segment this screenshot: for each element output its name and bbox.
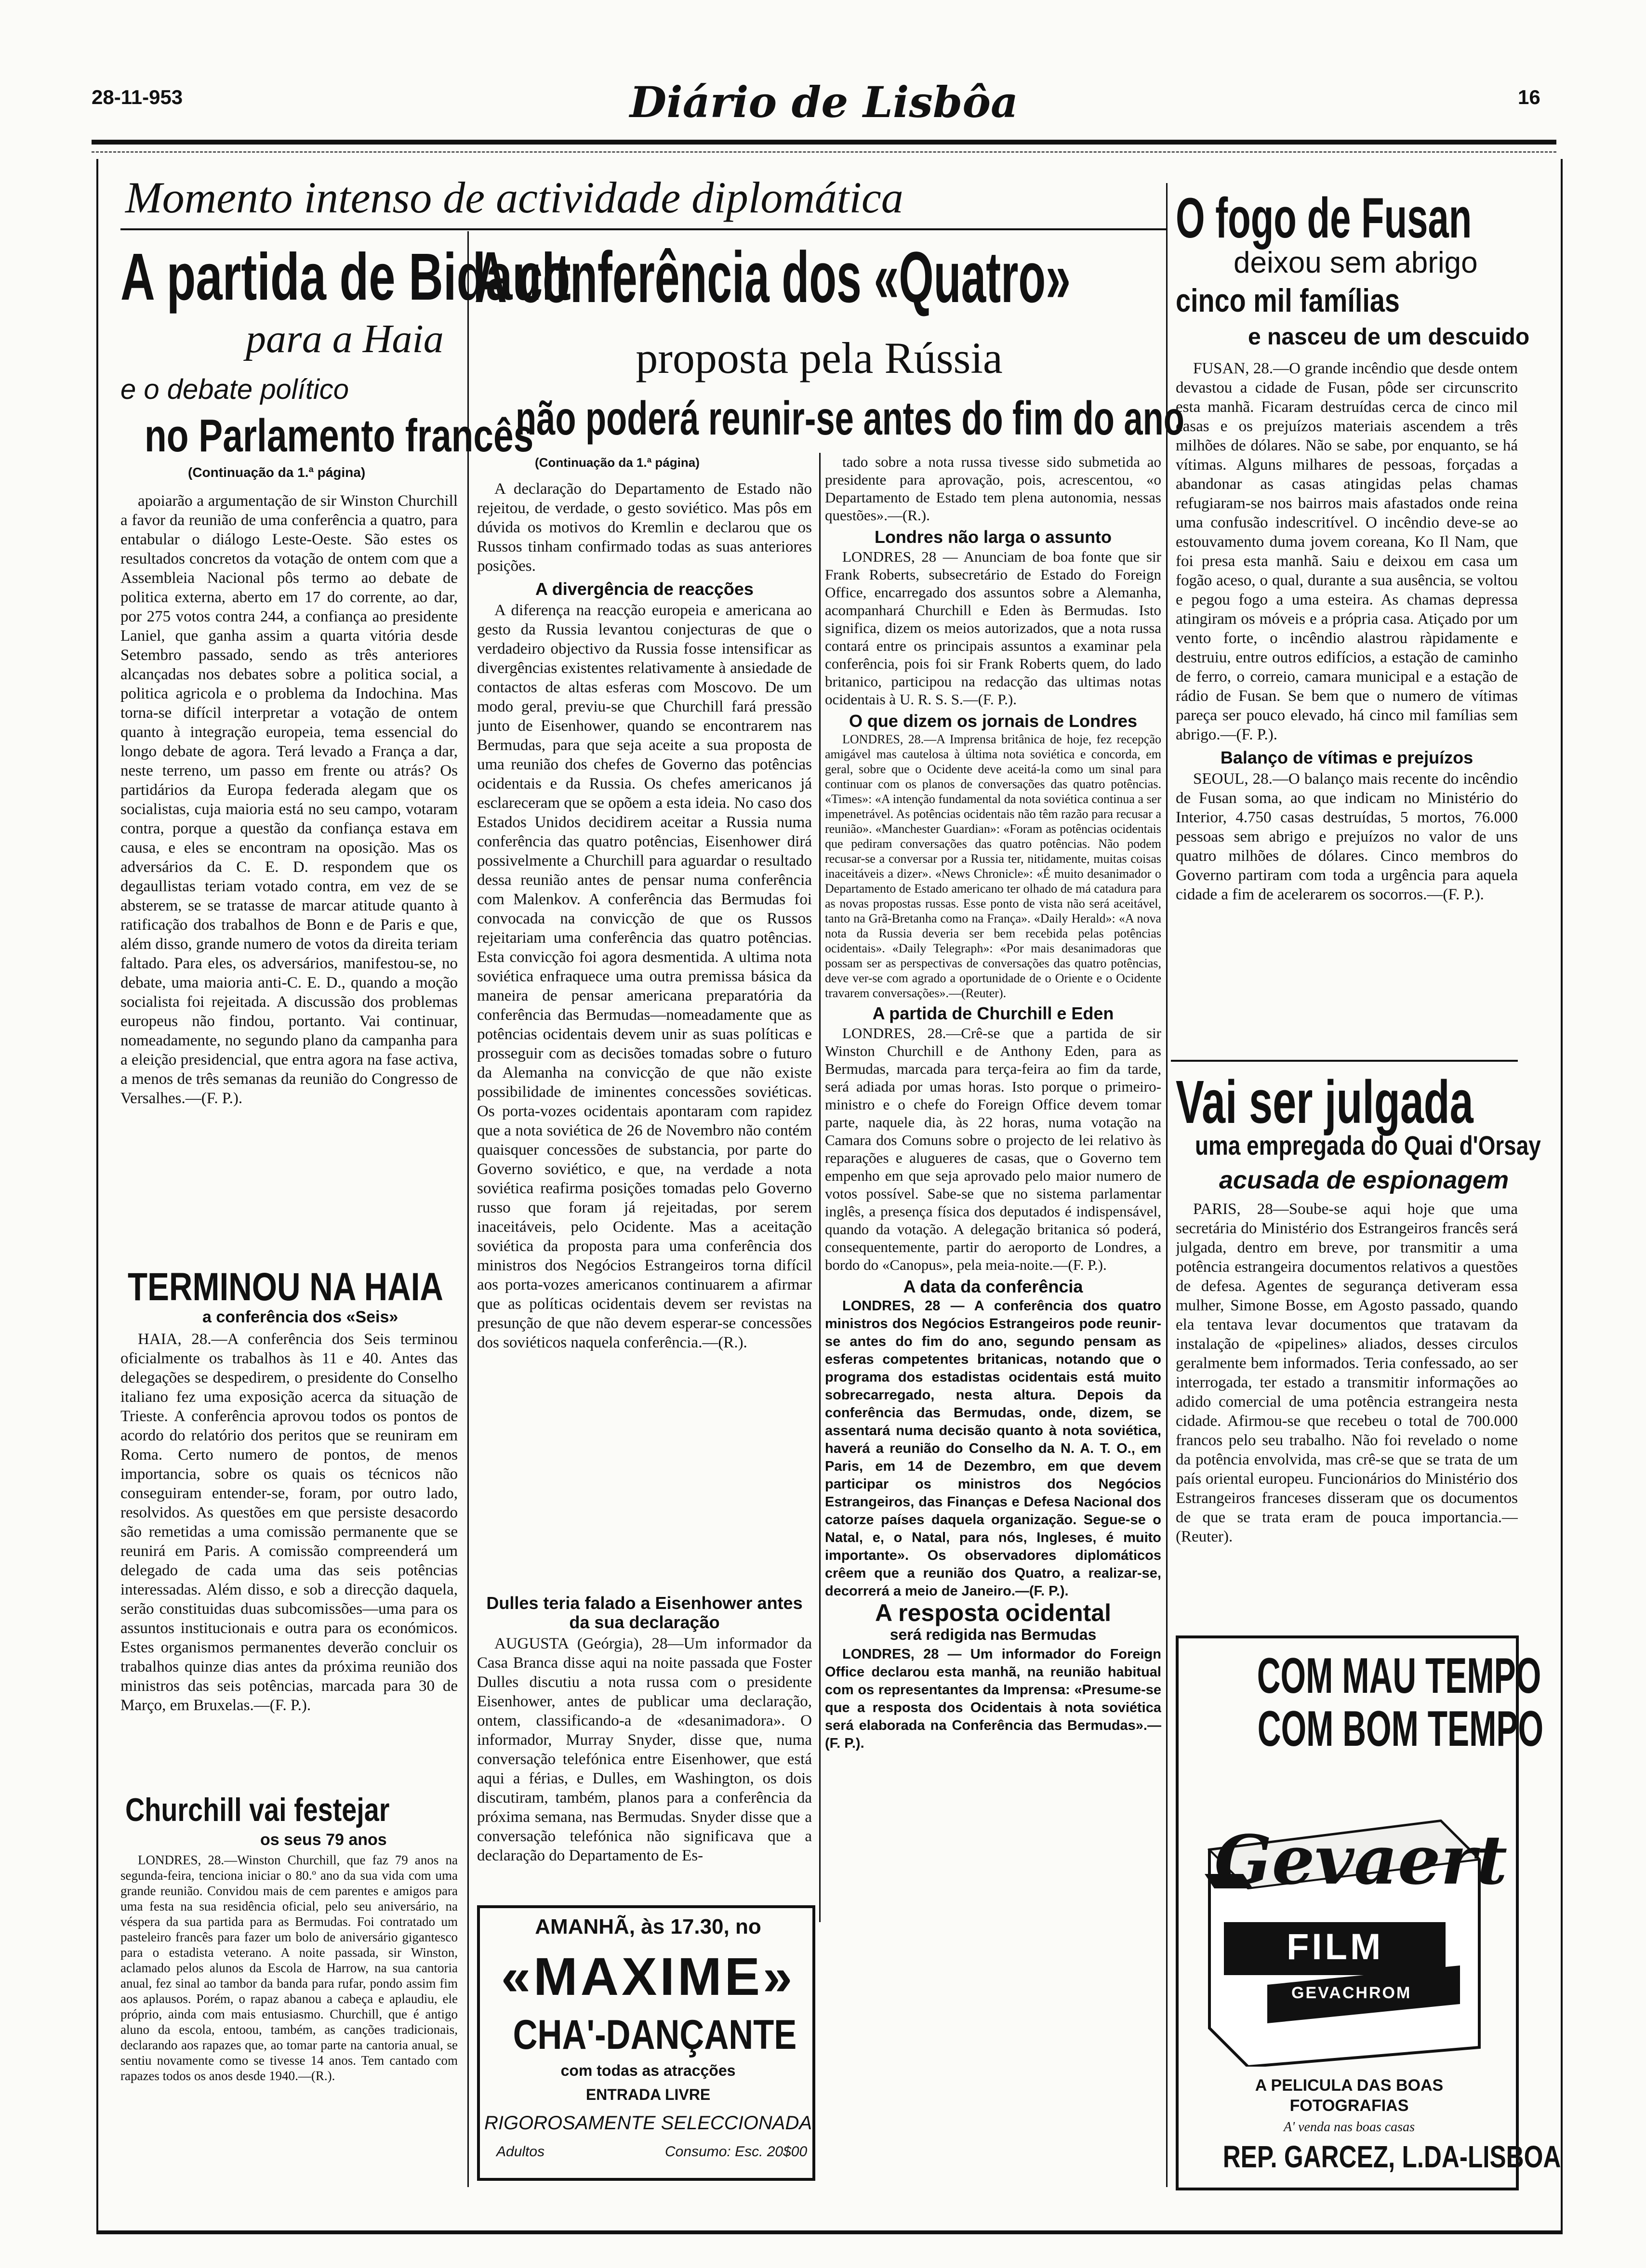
article-body: A declaração do Departamento de Estado não rejeitou, de verdade, o gesto soviético. Mas pôs em dúvida os motivos do Kremlin e declarou que os Russos tinham confirmado todas as suas anteriores posições. [477,480,812,575]
churchill-subhead: os seus 79 anos [260,1831,387,1849]
bidault-subhead: para a Haia [246,316,444,361]
gevachrom-label: GEVACHROM [1291,1984,1412,2002]
header-rule [92,140,1556,145]
advert-text: ENTRADA LIVRE [585,2086,711,2103]
advert-text: com todas as atracções [560,2062,736,2079]
advert-event: CHA'-DANÇANTE [513,2012,797,2058]
article-body: LONDRES, 28 — Anunciam de boa fonte que sir Frank Roberts, subsecretário de Estado do Foreign Office, encarregado dos assuntos sobre a Alemanha, acompanhará Churchill e Eden às Bermudas. Isto significa, dizem os meios autorizados, que a nota russa contará entre os principais assuntos a examinar pela conferência, pois foi sir Frank Roberts quem, do lado britanico, participou na redacção das ultimas notas ocidentais à U. R. S. S.—(F. P.). [825,548,1161,708]
fusan-subhead-3: e nasceu de um descuido [1248,324,1530,350]
advert-text: A' venda nas boas casas [1284,2120,1415,2135]
conference-article-b [825,453,1161,2192]
haia-article [120,1330,458,1792]
gevaert-film-label: FILM [1287,1926,1384,1967]
page-number: 16 [1518,86,1540,108]
advert-text: AMANHÃ, às 17.30, no [535,1915,761,1938]
column-divider [819,453,821,1922]
section-heading: A divergência de reacções [535,579,754,599]
conference-article-a [477,479,812,1585]
banner-rule [120,228,1166,230]
column-divider [467,231,469,2187]
issue-date: 28-11-953 [92,86,183,108]
article-body: LONDRES, 28 — A conferência dos quatro ministros dos Negócios Estrangeiros pode reunir-se antes do fim do ano, segundo pensam as esferas competentes britanicas, notando que o programa dos estadistas ocidentais está muito sobrecarregado, nesta altura. Depois da conferência das Bermudas, onde, dizem, se assentará numa decisão quanto à nota soviética, haverá a reunião do Conselho da N. A. T. O., em Paris, em 14 de Dezembro, em que devem participar os ministros dos Negócios Estrangeiros, das Finanças e Defesa Nacional dos catorze países daquela organização. Segue-se o Natal, e, o Natal, para nós, Ingleses, é muito importante». Os observadores diplomáticos crêem que a reunião dos Quatro, a realizar-se, decorrerá a meio de Janeiro.—(F. P.). [825,1298,1161,1599]
column-divider [1166,183,1168,2187]
article-body: A diferença na reacção europeia e americana ao gesto da Russia levantou conjecturas de que o verdadeiro objectivo da Russia fosse intensificar as divergências existentes relativamente à ansiedade de contactos de altas esferas com Moscovo. De um modo geral, previu-se que Churchill fará pressão junto de Eisenhower, quando se encontrarem nas Bermudas, para que seja aceite a sua proposta de uma reunião dos chefes de Governo das potências ocidentais e da Russia. Os chefes americanos já esclareceram que se opõem a esta ideia. No caso dos Estados Unidos decidirem aceitar a Russia numa conferência das quatro potências, Eisenhower dirá possivelmente a Churchill para aguardar o resultado dessa reunião antes de pensar numa conferência com Malenkov. A conferência das Bermudas foi convocada na convicção de que os Russos rejeitariam uma conferência das quatro potências. Esta convicção foi agora desmentida. A ultima nota soviética enfraquece uma outra premissa básica da maneira de pensar americana preparatória da conferência das Bermudas—nomeadamente que as potências ocidentais devem unir as suas políticas e prosseguir com as decisões tomadas sobre o futuro da Alemanha na convicção de que não existe possibilidade de iminentes concessões soviéticas. Os porta-vozes ocidentais apontaram com rapidez que a nota soviética de 26 de Novembro não contém quaisquer concessões de substancia, por parte do Governo soviético, e que, na verdade a nota soviética reafirma posições tomadas pelo Governo russo que foram já rejeitadas, por serem inaceitáveis, pelo Ocidente. Mas a aceitação soviética da proposta para uma conferência dos ministros dos Negócios Estrangeiros torna difícil aos porta-vozes americanos continuarem a afirmar que as políticas ocidentais devem ser revistas na presunção de que não devem esperar-se concessões dos soviéticos naquela conferência.—(R.). [477,602,812,1351]
section-heading: A resposta ocidental [875,1599,1111,1626]
parliament-subhead: no Parlamento francês [145,410,534,462]
spy-subhead: uma empregada do Quai d'Orsay [1195,1130,1541,1160]
spy-headline: Vai ser julgada [1176,1068,1473,1136]
advert-text: Consumo: Esc. 20$00 [665,2144,808,2160]
advert-slogan: FOTOGRAFIAS [1289,2097,1409,2115]
article-body: LONDRES, 28.—Crê-se que a partida de sir Winston Churchill e de Anthony Eden, para as Bermudas, marcada para terça-feira ao fim da tarde, será adiada por umas horas. Isto porque o primeiro-ministro e o chefe do Foreign Office devem tomar parte, naquele dia, às 22 horas, numa votação na Camara dos Comuns sobre o projecto de lei relativo às reparações e alugueres de casas, que o Governo tem empenho em que seja aprovado pelo maior numero de votos possível. Sabe-se que no sistema parlamentar inglês, a presença física dos deputados é indispensável, quando da votação. A delegação britanica só poderá, consequentemente, partir do aeroporto de Londres, a bordo do «Canopus», pela meia-noite.—(F. P.). [825,1025,1161,1273]
gevaert-logo: Gevaert [1214,1821,1508,1900]
advert-text: Adultos [496,2144,545,2160]
haia-headline: TERMINOU NA HAIA [128,1265,443,1309]
article-body: LONDRES, 28.—Winston Churchill, que faz 79 anos na segunda-feira, tenciona iniciar o 80.º ano da sua vida com uma grande reunião. Convidou mais de cem parentes e amigos para uma festa na sua residência oficial, pelo seu aniversário, na véspera da sua partida para as Bermudas. Foi contratado um pasteleiro francês para fazer um bolo de aniversário gigantesco para o estadista veterano. A noite passada, sir Winston, aclamado pelos alunos da Escola de Harrow, na sua cantoria anual, fez sinal ao tambor da banda para rufar, pondo assim fim aos aplausos. Porém, o rapaz abanou a cabeça e aplaudiu, ele próprio, ainda com mais entusiasmo. Churchill, que é antigo aluno da escola, entoou, também, as canções tradicionais, declarando aos rapazes que, ao tomar parte na cantoria anual, se sentiu novamente como se tivesse 14 anos. Tem cantado com rapazes todos os anos desde 1940.—(R.). [120,1853,458,2083]
debate-subhead: e o debate político [120,374,349,405]
spy-article [1176,1200,1518,1623]
article-body: LONDRES, 28 — Um informador do Foreign Office declarou esta manhã, na reunião habitual com os representantes da Imprensa: «Presume-se que a resposta dos Ocidentais à nota soviética será elaborada na Conferência das Bermudas».—(F. P.). [825,1647,1161,1751]
churchill-headline: Churchill vai festejar [125,1792,390,1828]
article-body: FUSAN, 28.—O grande incêndio que desde ontem devastou a cidade de Fusan, pôde ser circunscrito esta manhã. Ficaram destruídas cerca de cinco mil casas e os prejuízos materiais ascendem a três milhões de dólares. Não se sabe, por enquanto, se há vítimas. Alguns milhares de pessoas, forçadas a abandonar as casas atingidas pelas chamas refugiaram-se nos bairros mais afastados onde reina uma confusão indescritível. O incêndio deve-se ao estouvamento duma jovem coreana, Ko Il Nam, que foi presa esta manhã. Saiu e deixou em casa um fogão aceso, o qual, durante a sua ausência, se voltou e pegou fogo a uma esteira. As chamas depressa atingiram os móveis e a própria casa. Atiçado por um vento forte, o incêndio alastrou ràpidamente e destruiu, entre outros edifícios, a estação de caminho de ferro, o correio, camara municipal e a estação de rádio de Fusan. Se bem que o numero de vítimas pareça ser pouco elevado, há cinco mil famílias sem abrigo.—(F. P.). [1176,360,1518,743]
header-rule-dashed [92,151,1556,153]
churchill-article [120,1852,458,2187]
article-body: HAIA, 28.—A conferência dos Seis terminou oficialmente os trabalhos às 11 e 40. Antes das delegações se despedirem, o presidente do Conselho italiano fez uma exposição acerca da situação de Trieste. A conferência aprovou todos os pontos de acordo do relatório dos peritos que se reuniram em Roma. Certo numero de pontos, de menos importancia, sobre os quais os técnicos não conseguiram entender-se, foram, por outro lado, resolvidos. As questões em que persiste desacordo são remetidas a uma comissão permanente que se reunirá em Paris. A comissão compreenderá um delegado de cada uma das seis potências interessadas. Além disso, e sob a direcção daquela, serão constituidas duas subcomissões—uma para os assuntos institucionais e outra para os económicos. Estes organismos permanentes deverão concluir os trabalhos quinze dias antes da próxima reunião dos ministros das seis potências, marcada para 30 de Março, em Bruxelas.—(F. P.). [120,1331,458,1714]
conference-subhead: proposta pela Rússia [636,333,1003,382]
bidault-headline: A partida de Bidault [120,240,571,314]
conference-subhead-2: não poderá reunir-se antes do fim do ano [516,392,1184,445]
section-heading: A partida de Churchill e Eden [872,1003,1114,1023]
advert-rep-wrap [1181,2139,1561,2175]
advert-text: RIGOROSAMENTE SELECCIONADA [484,2112,812,2134]
section-heading: O que dizem os jornais de Londres [849,711,1138,731]
advert-event-wrap [482,2011,814,2059]
fusan-headline: O fogo de Fusan [1176,186,1472,250]
fusan-subhead: deixou sem abrigo [1234,246,1478,279]
advert-line: COM BOM TEMPO [1257,1701,1544,1757]
dulles-headline: Dulles teria falado a Eisenhower antes da sua declaração [486,1593,803,1632]
section-heading: será redigida nas Bermudas [889,1626,1097,1643]
fusan-subhead-2: cinco mil famílias [1176,282,1400,319]
advert-line-wrap [1181,1648,1541,1705]
section-heading: Londres não larga o assunto [874,527,1112,547]
article-body: PARIS, 28—Soube-se aqui hoje que uma secretária do Ministério dos Estrangeiros francês será julgada, dentro em breve, por transmitir a uma potência estrangeira documentos relativos a questões de defesa. Agentes de segurança detiveram essa mulher, Simone Bosse, em Agosto passado, quando ela tentava levar documentos que tratavam da instalação de «pipelines» aliados, desses circulos geralmente bem informados. Teria confessado, ao ser interrogada, ter estado a transmitir informações ao adido comercial de uma potência estrangeira nesta cidade. Afirmou-se que recebeu o total de 700.000 francos pelo seu trabalho. Não foi revelado o nome da potência envolvida, mas crê-se que se trata de um país oriental europeu. Funcionários do Ministério dos Estrangeiros franceses disseram que os documentos de que se trata eram de pouca importancia.—(Reuter). [1176,1200,1518,1545]
advert-rep: REP. GARCEZ, L.DA-LISBOA [1222,2139,1561,2174]
continuation-note: (Continuação da 1.ª página) [535,455,700,470]
article-body: apoiarão a argumentação de sir Winston Churchill a favor da reunião de uma conferência a quatro, para entabular o diálogo Leste-Oeste. São estes os resultados concretos da votação de ontem com que a Assembleia Nacional pôs termo ao debate de politica externa, aberto em 17 do corrente, ao dar, por 275 votos contra 244, a confiança ao presidente Laniel, que ganha assim a quarta vitória desde Setembro passado, sendo as três anteriores alcançadas nos debates sobre a politica social, a politica agricola e o problema da Indochina. Mas torna-se difícil interpretar a votação de ontem quanto à integração europeia, tema essencial do longo debate de agora. Terá levado a França a dar, neste terreno, um passo em frente ou atrás? Os partidários da Europa federada alegam que os socialistas, cuja maioria está no seu campo, votaram contra, porque a questão da confiança estava em causa, e eles se encontram na oposição. Mas os adversários da C. E. D. respondem que os degaullistas teriam votado contra, em vez de se absterem, se se tratasse de marcar atitude quanto à ratificação dos trabalhos de Bonn e de Paris e que, além disso, grande numero de votos da direita teriam faltado. Para eles, os adversários, manifestou-se, no debate, uma maioria anti-C. E. D., quando a moção socialista foi rejeitada. A discussão dos problemas europeus não findou, portanto. Vai continuar, nomeadamente, no segundo plano da campanha para a eleição presidencial, que entra agora na fase activa, a menos de três semanas da reunião do Congresso de Versalhes.—(F. P.). [120,492,458,1107]
haia-subhead: a conferência dos «Seis» [202,1308,398,1326]
article-body: LONDRES, 28.—A Imprensa britânica de hoje, fez recepção amigável mas cautelosa à última nota soviética e concorda, em geral, sobre que o Ocidente deve aceitá-la como um sinal para continuar com os planos de conversações das quatro potências. «Times»: «A intenção fundamental da nota soviética continua a ser impenetrável. As potências ocidentais não têm razão para recusar a reunião». «Manchester Guardian»: «Foram as potências ocidentais que pediram conversações das quatro potências. Não podem recusar-se a conversar por a Russia ter, nitidamente, muitas coisas inaceitáveis a dizer». «News Chronicle»: «É muito desanimador o Departamento de Estado americano ter olhado de má catadura para as novas propostas russas. Esse ponto de vista não será aceitável, tanto na Grã-Bretanha como na França». «Daily Herald»: «A nova nota da Russia deveria ser bem recebida pelas potências ocidentais». «Daily Telegraph»: «Por mais desanimadoras que possam ser as perspectivas de conversações das quatro potências, deve ver-se com agrado a oportunidade de o Oriente e o Ocidente travarem conversações».—(Reuter). [825,732,1161,1000]
dulles-article [477,1590,812,1888]
article-body: tado sobre a nota russa tivesse sido submetida ao presidente para aprovação, pois, acrescentou, «o Departamento de Estado tem plena autonomia, nessas questões».—(R.). [825,453,1161,524]
banner-headline: Momento intenso de actividade diplomática [125,173,903,222]
bidault-article [120,491,458,1265]
conference-headline: A conferência dos «Quatro» [475,237,1071,317]
advert-line-wrap [1181,1701,1544,1758]
advert-line: COM MAU TEMPO [1257,1648,1541,1704]
advert-venue: «MAXIME» [501,1947,796,2006]
advert-slogan: A PELICULA DAS BOAS [1255,2076,1444,2095]
spy-subhead-2: acusada de espionagem [1219,1166,1509,1194]
masthead: Diário de Lisbôa [629,77,1019,127]
article-body: AUGUSTA (Geórgia), 28—Um informador da Casa Branca disse aqui na noite passada que Foster Dulles discutiu a nota russa com o presidente Eisenhower, antes de publicar uma declaração, ontem, classificando-a de «desanimadora». O informador, Murray Snyder, disse que, numa conversação telefónica entre Eisenhower, que está aqui a férias, e Dulles, em Washington, os dois discutiram, também, planos para a conferência da próxima semana, nas Bermudas. Snyder disse que a conversação telefónica não significava que a declaração do Departamento de Es- [477,1635,812,1864]
section-heading: Balanço de vítimas e prejuízos [1220,748,1473,767]
section-heading: A data da conferência [903,1277,1083,1296]
continuation-note: (Continuação da 1.ª página) [188,465,366,480]
fusan-article [1176,359,1518,1057]
section-rule [1171,1060,1518,1062]
article-body: SEOUL, 28.—O balanço mais recente do incêndio de Fusan soma, ao que indicam no Ministério do Interior, 4.750 casas destruídas, 5 mortos, 76.000 pessoas sem abrigo e prejuízos no valor de uns quatro milhões de dólares. Cinco membros do Governo partiram com toda a urgência para aquela cidade a fim de acelerarem os socorros.—(F. P.). [1176,770,1518,903]
